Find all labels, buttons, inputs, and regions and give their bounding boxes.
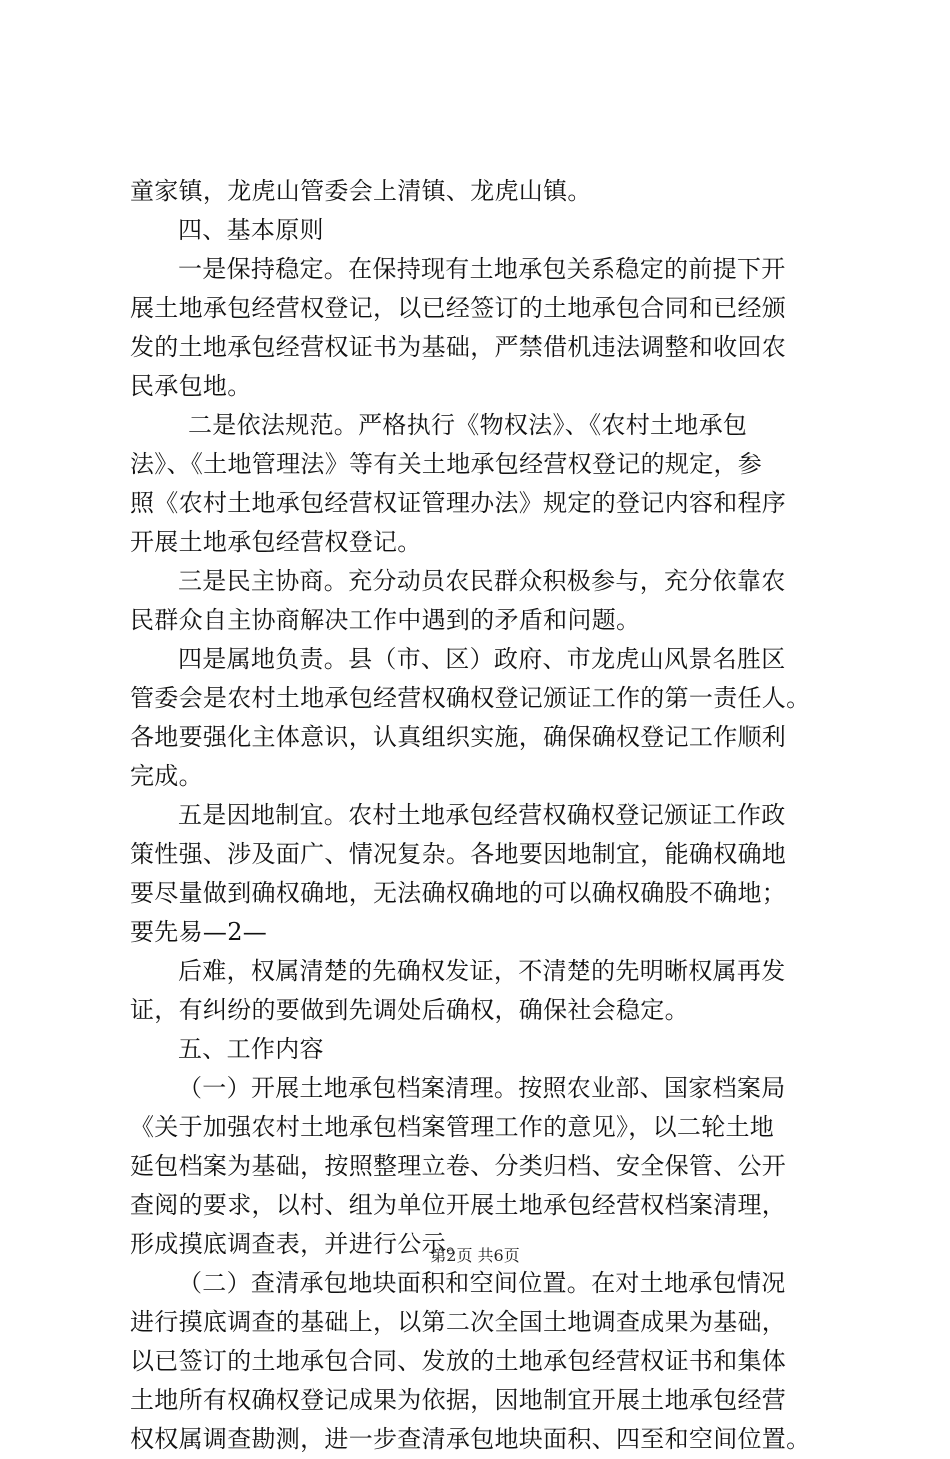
paragraph-line: 土地所有权确权登记成果为依据，因地制宜开展土地承包经营 — [130, 1386, 787, 1414]
paragraph-line: 要先易—2— — [130, 918, 268, 946]
paragraph-line: 三是民主协商。充分动员农民群众积极参与，充分依靠农 — [178, 567, 786, 595]
paragraph-line: 二是依法规范。严格执行《物权法》、《农村土地承包 — [188, 411, 748, 439]
paragraph-line: 发的土地承包经营权证书为基础，严禁借机违法调整和收回农 — [130, 333, 787, 361]
paragraph-line: 策性强、涉及面广、情况复杂。各地要因地制宜，能确权确地 — [130, 840, 787, 868]
paragraph-line: （二）查清承包地块面积和空间位置。在对土地承包情况 — [178, 1269, 786, 1297]
paragraph-line: 形成摸底调查表，并进行公示。 — [130, 1230, 471, 1258]
text-line: 童家镇，龙虎山管委会上清镇、龙虎山镇。 — [130, 177, 592, 205]
paragraph-line: 进行摸底调查的基础上，以第二次全国土地调查成果为基础， — [130, 1308, 787, 1336]
paragraph-line: 民承包地。 — [130, 372, 252, 400]
page-footer: 第2页 共6页 — [430, 1246, 520, 1265]
paragraph-line: 完成。 — [130, 762, 203, 790]
paragraph-line: 法》、《土地管理法》等有关土地承包经营权登记的规定，参 — [130, 450, 763, 478]
paragraph-line: 展土地承包经营权登记，以已经签订的土地承包合同和已经颁 — [130, 294, 787, 322]
paragraph-line: 以已签订的土地承包合同、发放的土地承包经营权证书和集体 — [130, 1347, 787, 1375]
paragraph-line: 权权属调查勘测，进一步查清承包地块面积、四至和空间位置。 — [130, 1425, 811, 1453]
paragraph-line: 开展土地承包经营权登记。 — [130, 528, 422, 556]
paragraph-line: 管委会是农村土地承包经营权确权登记颁证工作的第一责任人。 — [130, 684, 811, 712]
paragraph-line: 查阅的要求，以村、组为单位开展土地承包经营权档案清理， — [130, 1191, 787, 1219]
paragraph-line: 一是保持稳定。在保持现有土地承包关系稳定的前提下开 — [178, 255, 786, 283]
paragraph-line: 后难，权属清楚的先确权发证，不清楚的先明晰权属再发 — [178, 957, 786, 985]
paragraph-line: 各地要强化主体意识，认真组织实施，确保确权登记工作顺利 — [130, 723, 787, 751]
paragraph-line: 照《农村土地承包经营权证管理办法》规定的登记内容和程序 — [130, 489, 787, 517]
paragraph-line: 四是属地负责。县（市、区）政府、市龙虎山风景名胜区 — [178, 645, 786, 673]
paragraph-line: 要尽量做到确权确地，无法确权确地的可以确权确股不确地； — [130, 879, 787, 907]
paragraph-line: 《关于加强农村土地承包档案管理工作的意见》，以二轮土地 — [130, 1113, 775, 1141]
section-heading: 五、工作内容 — [178, 1035, 324, 1063]
paragraph-line: 证，有纠纷的要做到先调处后确权，确保社会稳定。 — [130, 996, 689, 1024]
paragraph-line: 民群众自主协商解决工作中遇到的矛盾和问题。 — [130, 606, 641, 634]
paragraph-line: （一）开展土地承包档案清理。按照农业部、国家档案局 — [178, 1074, 786, 1102]
section-heading: 四、基本原则 — [178, 216, 324, 244]
paragraph-line: 五是因地制宜。农村土地承包经营权确权登记颁证工作政 — [178, 801, 786, 829]
paragraph-line: 延包档案为基础，按照整理立卷、分类归档、安全保管、公开 — [130, 1152, 787, 1180]
